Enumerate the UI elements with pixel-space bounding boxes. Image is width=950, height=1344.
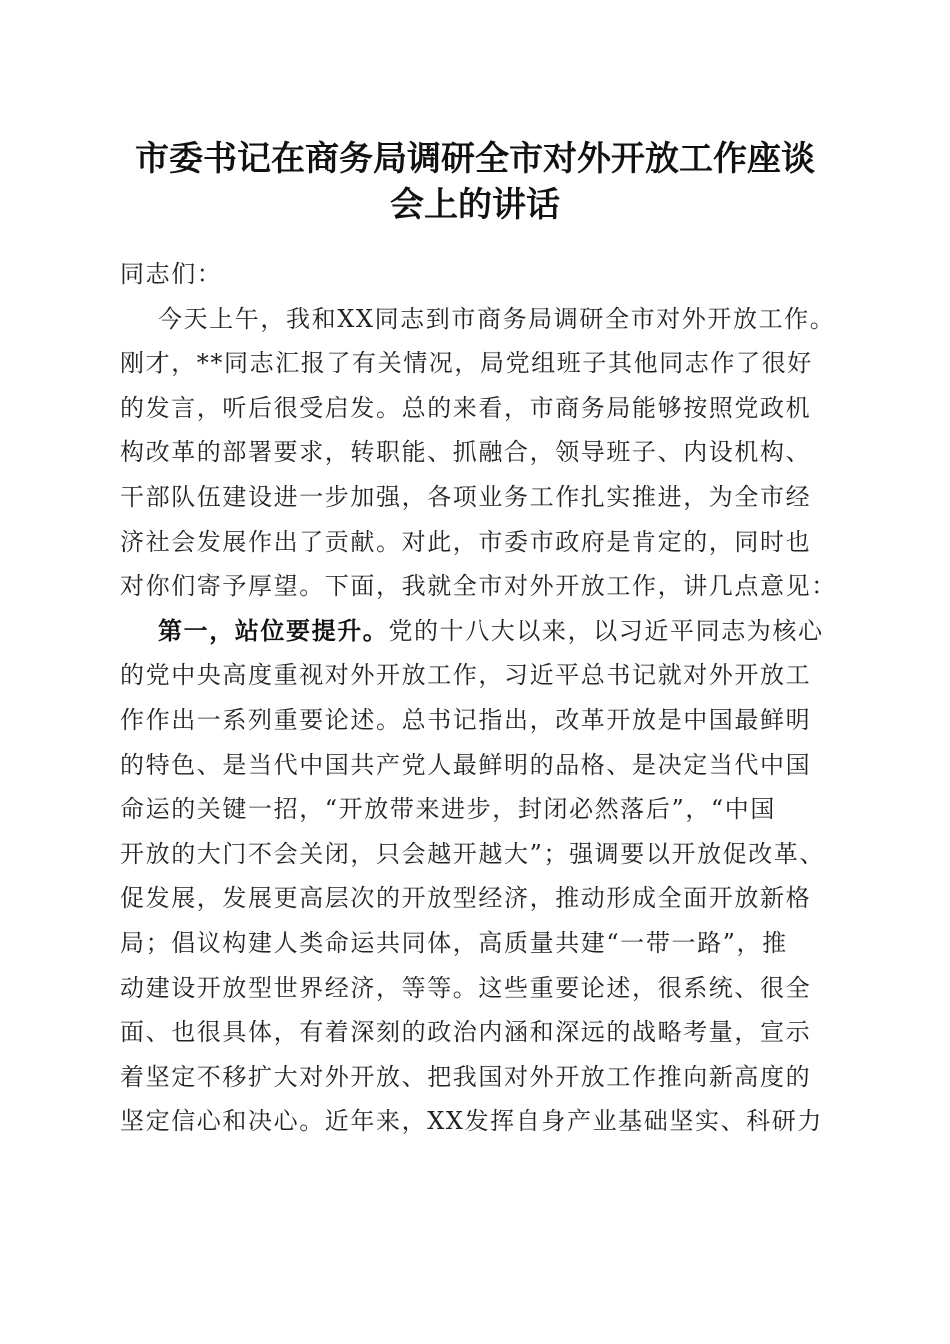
text-line — [120, 609, 840, 654]
paragraph-1 — [120, 297, 840, 609]
text-line: 的发言，听后很受启发。总的来看，市商务局能够按照党政机 — [120, 393, 812, 422]
text-line: 开放的大门不会关闭，只会越开越大”；强调要以开放促改革、 — [120, 839, 826, 868]
text-segment: 党的十八大以来，以习近平同志为核心 — [388, 616, 824, 645]
text-line: 的党中央高度重视对外开放工作，习近平总书记就对外开放工 — [120, 661, 812, 690]
salutation: 同志们： — [120, 260, 223, 288]
text-line: 对你们寄予厚望。下面，我就全市对外开放工作，讲几点意见： — [120, 572, 837, 601]
title-line: 会上的讲话 — [390, 185, 560, 225]
text-line: 促发展，发展更高层次的开放型经济，推动形成全面开放新格 — [120, 884, 812, 913]
text-line: 动建设开放型世界经济，等等。这些重要论述，很系统、很全 — [120, 973, 812, 1002]
text-line: 局；倡议构建人类命运共同体，高质量共建“一带一路”，推 — [120, 928, 788, 957]
text-line: 济社会发展作出了贡献。对此，市委市政府是肯定的，同时也 — [120, 527, 812, 556]
paragraph-2 — [120, 609, 840, 1144]
document-title — [110, 136, 840, 228]
section-heading: 第一，站位要提升。 — [158, 615, 389, 645]
text-line: 今天上午，我和XX同志到市商务局调研全市对外开放工作。 — [158, 304, 836, 333]
text-line: 的特色、是当代中国共产党人最鲜明的品格、是决定当代中国 — [120, 750, 812, 779]
text-line: 刚才，**同志汇报了有关情况，局党组班子其他同志作了很好 — [120, 349, 813, 378]
text-line: 命运的关键一招，“开放带来进步，封闭必然落后”，“中国 — [120, 795, 777, 824]
text-line: 着坚定不移扩大对外开放、把我国对外开放工作推向新高度的 — [120, 1062, 812, 1091]
text-line: 干部队伍建设进一步加强，各项业务工作扎实推进，为全市经 — [120, 482, 812, 511]
document-body — [120, 252, 840, 1144]
text-line: 面、也很具体，有着深刻的政治内涵和深远的战略考量，宣示 — [120, 1018, 812, 1047]
text-line: 作作出一系列重要论述。总书记指出，改革开放是中国最鲜明 — [120, 705, 812, 734]
text-line: 坚定信心和决心。近年来，XX发挥自身产业基础坚实、科研力 — [120, 1107, 823, 1136]
title-line: 市委书记在商务局调研全市对外开放工作座谈 — [135, 139, 815, 179]
text-line: 构改革的部署要求，转职能、抓融合，领导班子、内设机构、 — [120, 438, 812, 467]
